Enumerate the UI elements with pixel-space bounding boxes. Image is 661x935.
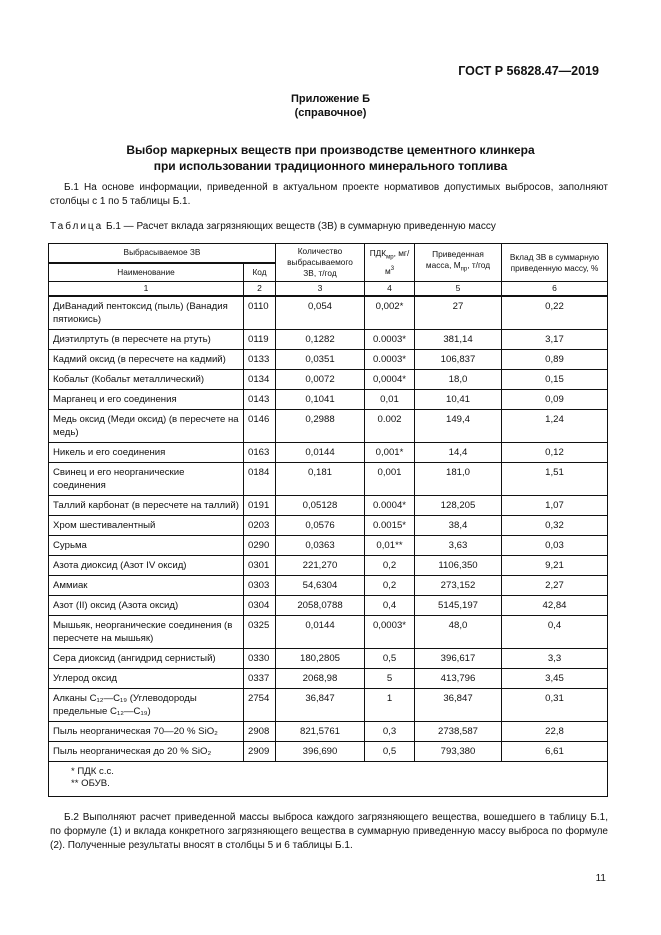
col-number: 3 (276, 282, 365, 297)
cell-pdk: 0,5 (365, 649, 415, 669)
table-row (49, 410, 608, 443)
cell-code: 2909 (244, 742, 276, 762)
header-code: Код (244, 263, 276, 282)
cell-code: 0330 (244, 649, 276, 669)
cell-pdk: 0,2 (365, 556, 415, 576)
table-row (49, 330, 608, 350)
cell-pdk: 0.0003* (365, 350, 415, 370)
cell-share: 3,45 (502, 669, 608, 689)
cell-mass: 413,796 (415, 669, 502, 689)
caption-text: Б.1 — Расчет вклада загрязняющих веществ (ЗВ) в суммарную приведенную массу (106, 221, 496, 232)
cell-name: Марганец и его соединения (49, 390, 244, 410)
paragraph-b2: Б.2 Выполняют расчет приведенной массы выброса каждого загрязняющего вещества, вошедшего в таблицу Б.1, по формуле (1) и вклада конкретного загрязняющего вещества в суммарную приведенную массу выброса по формуле (2). Полученные результаты вносят в столбцы 5 и 6 таблицы Б.1. (50, 812, 608, 851)
cell-code: 0134 (244, 370, 276, 390)
cell-name: Сурьма (49, 536, 244, 556)
table-row (49, 536, 608, 556)
cell-mass: 18,0 (415, 370, 502, 390)
cell-name: Азота диоксид (Азот IV оксид) (49, 556, 244, 576)
cell-code: 0133 (244, 350, 276, 370)
cell-qty: 0,05128 (276, 496, 365, 516)
cell-qty: 54,6304 (276, 576, 365, 596)
cell-code: 0184 (244, 463, 276, 496)
cell-name: Алканы C₁₂—C₁₉ (Углеводороды предельные C₁₂—C₁₉) (49, 689, 244, 722)
col-number: 5 (415, 282, 502, 297)
table-row (49, 616, 608, 649)
cell-name: Пыль неорганическая 70—20 % SiO₂ (49, 722, 244, 742)
cell-mass: 10,41 (415, 390, 502, 410)
cell-code: 0191 (244, 496, 276, 516)
cell-code: 0304 (244, 596, 276, 616)
header-group: Выбрасываемое ЗВ (49, 244, 276, 263)
cell-code: 0301 (244, 556, 276, 576)
cell-name: Мышьяк, неорганические соединения (в пересчете на мышьяк) (49, 616, 244, 649)
cell-share: 0,15 (502, 370, 608, 390)
table-row (49, 649, 608, 669)
cell-name: Никель и его соединения (49, 443, 244, 463)
header-pdk: $ПДК_{мр}$, $мг/м^3$ (365, 244, 415, 282)
cell-pdk: 0,4 (365, 596, 415, 616)
cell-share: 0,22 (502, 296, 608, 330)
note-obuv: ** ОБУВ. (71, 778, 110, 789)
cell-code: 0290 (244, 536, 276, 556)
cell-qty: 0,0072 (276, 370, 365, 390)
cell-share: 0,09 (502, 390, 608, 410)
header-qty: Количество выбрасываемого ЗВ, т/год (276, 244, 365, 282)
cell-mass: 36,847 (415, 689, 502, 722)
header-share: Вклад ЗВ в суммарную приведенную массу, % (502, 244, 608, 282)
table-notes (49, 762, 608, 797)
cell-mass: 181,0 (415, 463, 502, 496)
table-row (49, 496, 608, 516)
table-row (49, 370, 608, 390)
table-b1 (48, 243, 608, 797)
cell-qty: 36,847 (276, 689, 365, 722)
cell-pdk: 0.0003* (365, 330, 415, 350)
cell-pdk: 0,5 (365, 742, 415, 762)
cell-share: 6,61 (502, 742, 608, 762)
cell-share: 0,89 (502, 350, 608, 370)
cell-share: 1,51 (502, 463, 608, 496)
cell-name: Сера диоксид (ангидрид сернистый) (49, 649, 244, 669)
cell-mass: 27 (415, 296, 502, 330)
cell-code: 0143 (244, 390, 276, 410)
cell-code: 0325 (244, 616, 276, 649)
cell-qty: 821,5761 (276, 722, 365, 742)
table-row (49, 669, 608, 689)
cell-qty: 0,1041 (276, 390, 365, 410)
cell-code: 2754 (244, 689, 276, 722)
cell-mass: 396,617 (415, 649, 502, 669)
appendix-title: Приложение Б (290, 93, 371, 105)
cell-qty: 180,2805 (276, 649, 365, 669)
table-row (49, 722, 608, 742)
cell-qty: 0,0351 (276, 350, 365, 370)
table-row (49, 296, 608, 330)
cell-share: 2,27 (502, 576, 608, 596)
cell-code: 0119 (244, 330, 276, 350)
table-row (49, 742, 608, 762)
standard-number: ГОСТ Р 56828.47—2019 (458, 64, 599, 78)
cell-code: 0110 (244, 296, 276, 330)
caption-label: Таблица (50, 221, 104, 232)
header-mass: Приведенная масса, $М_{пр}$, т/год (415, 244, 502, 282)
cell-qty: 2068,98 (276, 669, 365, 689)
table-row (49, 350, 608, 370)
cell-mass: 149,4 (415, 410, 502, 443)
header-name: Наименование (49, 263, 244, 282)
table-and-text-flow (48, 243, 608, 884)
cell-share: 22,8 (502, 722, 608, 742)
cell-qty: 0,0363 (276, 536, 365, 556)
col-number: 2 (244, 282, 276, 297)
cell-pdk: 0,0003* (365, 616, 415, 649)
note-pdk: * ПДК с.с. (71, 766, 114, 777)
cell-mass: 3,63 (415, 536, 502, 556)
cell-name: Кадмий оксид (в пересчете на кадмий) (49, 350, 244, 370)
cell-share: 0,32 (502, 516, 608, 536)
cell-pdk: 5 (365, 669, 415, 689)
cell-name: Пыль неорганическая до 20 % SiO₂ (49, 742, 244, 762)
cell-pdk: 1 (365, 689, 415, 722)
table-row (49, 576, 608, 596)
cell-name: Углерод оксид (49, 669, 244, 689)
cell-name: Азот (II) оксид (Азота оксид) (49, 596, 244, 616)
cell-mass: 1106,350 (415, 556, 502, 576)
cell-pdk: 0,002* (365, 296, 415, 330)
cell-qty: 396,690 (276, 742, 365, 762)
cell-share: 0,03 (502, 536, 608, 556)
cell-mass: 793,380 (415, 742, 502, 762)
cell-pdk: 0.0004* (365, 496, 415, 516)
cell-pdk: 0,2 (365, 576, 415, 596)
cell-share: 3,3 (502, 649, 608, 669)
appendix-note: (справочное) (294, 107, 367, 119)
table-row (49, 689, 608, 722)
col-number: 4 (365, 282, 415, 297)
cell-mass: 38,4 (415, 516, 502, 536)
cell-share: 0,31 (502, 689, 608, 722)
cell-pdk: 0,001* (365, 443, 415, 463)
cell-qty: 0,2988 (276, 410, 365, 443)
cell-qty: 0,181 (276, 463, 365, 496)
table-row (49, 516, 608, 536)
cell-name: ДиВанадий пентоксид (пыль) (Ванадия пятиокись) (49, 296, 244, 330)
cell-mass: 2738,587 (415, 722, 502, 742)
cell-code: 0337 (244, 669, 276, 689)
cell-mass: 273,152 (415, 576, 502, 596)
cell-name: Диэтилртуть (в пересчете на ртуть) (49, 330, 244, 350)
cell-pdk: 0,01 (365, 390, 415, 410)
cell-qty: 2058,0788 (276, 596, 365, 616)
col-number: 6 (502, 282, 608, 297)
section-title-line-1: Выбор маркерных веществ при производстве цементного клинкера (126, 143, 535, 157)
page-number: 11 (595, 873, 606, 884)
cell-name: Медь оксид (Меди оксид) (в пересчете на медь) (49, 410, 244, 443)
cell-mass: 5145,197 (415, 596, 502, 616)
cell-code: 0163 (244, 443, 276, 463)
col-number: 1 (49, 282, 244, 297)
cell-qty: 0,0576 (276, 516, 365, 536)
cell-pdk: 0,001 (365, 463, 415, 496)
table-row (49, 443, 608, 463)
cell-mass: 381,14 (415, 330, 502, 350)
cell-pdk: 0.002 (365, 410, 415, 443)
cell-qty: 0,0144 (276, 443, 365, 463)
cell-share: 1,07 (502, 496, 608, 516)
table-row (49, 556, 608, 576)
cell-qty: 221,270 (276, 556, 365, 576)
cell-qty: 0,0144 (276, 616, 365, 649)
cell-share: 42,84 (502, 596, 608, 616)
cell-mass: 128,205 (415, 496, 502, 516)
cell-qty: 0,1282 (276, 330, 365, 350)
paragraph-b1: Б.1 На основе информации, приведенной в актуальном проекте нормативов допустимых выбросов, заполняют столбцы с 1 по 5 таблицы Б.1. (50, 182, 608, 207)
table-row (49, 390, 608, 410)
cell-code: 0303 (244, 576, 276, 596)
cell-share: 1,24 (502, 410, 608, 443)
cell-mass: 48,0 (415, 616, 502, 649)
cell-share: 0,4 (502, 616, 608, 649)
cell-name: Кобальт (Кобальт металлический) (49, 370, 244, 390)
cell-name: Свинец и его неорганические соединения (49, 463, 244, 496)
cell-share: 0,12 (502, 443, 608, 463)
cell-pdk: 0,3 (365, 722, 415, 742)
cell-code: 0146 (244, 410, 276, 443)
cell-pdk: 0.0015* (365, 516, 415, 536)
cell-pdk: 0,0004* (365, 370, 415, 390)
table-row (49, 463, 608, 496)
cell-code: 0203 (244, 516, 276, 536)
cell-mass: 14,4 (415, 443, 502, 463)
table-caption (50, 221, 496, 232)
cell-pdk: 0,01** (365, 536, 415, 556)
cell-share: 3,17 (502, 330, 608, 350)
cell-name: Аммиак (49, 576, 244, 596)
section-title-line-2: при использовании традиционного минерального топлива (153, 159, 508, 173)
cell-name: Таллий карбонат (в пересчете на таллий) (49, 496, 244, 516)
table-row (49, 596, 608, 616)
cell-share: 9,21 (502, 556, 608, 576)
cell-name: Хром шестивалентный (49, 516, 244, 536)
cell-code: 2908 (244, 722, 276, 742)
cell-mass: 106,837 (415, 350, 502, 370)
cell-qty: 0,054 (276, 296, 365, 330)
